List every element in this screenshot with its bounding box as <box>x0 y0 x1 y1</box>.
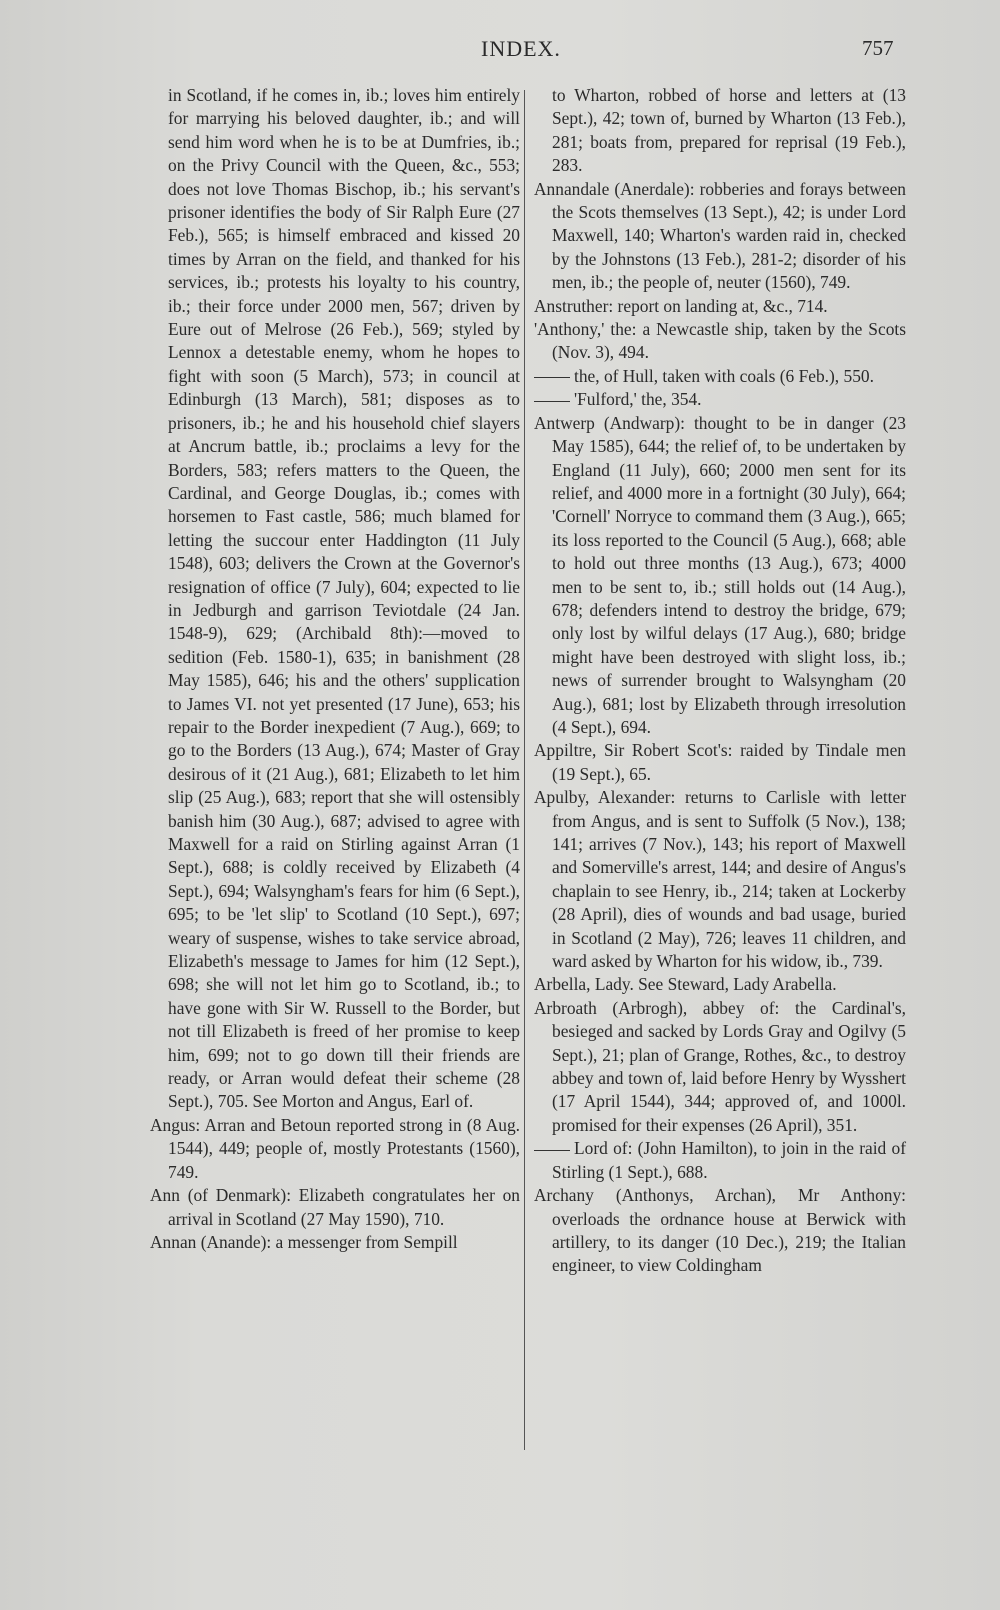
repeat-dash <box>534 401 570 402</box>
index-entry-arbella: Arbella, Lady. See Steward, Lady Arabella. <box>534 974 837 995</box>
right-column <box>534 84 906 1278</box>
index-subentry-fulford <box>534 388 906 411</box>
index-entry-anstruther: Anstruther: report on landing at, &c., 714. <box>534 295 828 316</box>
index-entry-arbroath: Arbroath (Arbrogh), abbey of: the Cardinal's, besieged and sacked by Lords Gray and Ogilvy (5 Sept.), 21; plan of Grange, Rothes, &c., to destroy abbey and town of, laid before Henry by Wysshert (17 April 1544), 344; approved of, and 1000l. promised for their expenses (26 April), 351. <box>534 997 906 1135</box>
index-subentry-anthony-hull <box>534 365 906 388</box>
left-column <box>150 84 520 1254</box>
index-entry-annan: Annan (Anande): a messenger from Sempill <box>150 1231 458 1252</box>
index-entry-apulby: Apulby, Alexander: returns to Carlisle with letter from Angus, and is sent to Suffolk (5 Nov.), 138; 141; arrives (7 Nov.), 143; his report of Maxwell and Somerville's arrest, 144; and desire of Angus's chaplain to see Henry, ib., 214; taken at Lockerby (28 April), dies of wounds and bad usage, buried in Scotland (2 May), 726; leaves 11 children, and ward asked by Wharton for his widow, ib., 739. <box>534 787 906 972</box>
column-divider <box>524 90 525 1450</box>
index-entry-anthony: 'Anthony,' the: a Newcastle ship, taken by the Scots (Nov. 3), 494. <box>534 319 906 363</box>
index-entry-annandale: Annandale (Anerdale): robberies and forays between the Scots themselves (13 Sept.), 42; is under Lord Maxwell, 140; Wharton's warden raid in, checked by the Johnstons (13 Feb.), 281-2; disorder of his men, ib.; the people of, neuter (1560), 749. <box>534 178 906 293</box>
repeat-dash <box>534 377 570 378</box>
page-title: INDEX. <box>481 36 561 61</box>
index-entry-appiltre: Appiltre, Sir Robert Scot's: raided by Tindale men (19 Sept.), 65. <box>534 740 906 784</box>
subentry-text: 'Fulford,' the, 354. <box>574 389 702 410</box>
running-header <box>0 36 1000 66</box>
index-entry-antwerp: Antwerp (Andwarp): thought to be in danger (23 May 1585), 644; the relief of, to be undertaken by England (11 July), 660; 2000 men sent for its relief, and 4000 more in a fortnight (30 July), 664; 'Cornell' Norryce to command them (3 Aug.), 665; its loss reported to the Council (5 Aug.), 668; able to hold out three months (13 Aug.), 673; 4000 men to be sent to, ib.; still holds out (14 Aug.), 678; defenders intend to destroy the bridge, 679; only lost by wilful delays (17 Aug.), 680; bridge might have been destroyed with slight loss, ib.; news of surrender brought to Walsyngham (20 Aug.), 681; lost by Elizabeth through irresolution (4 Sept.), 694. <box>534 412 906 737</box>
entry-continuation: in Scotland, if he comes in, ib.; loves him entirely for marrying his beloved daughter, ib.; and will send him word when he is to be at Dumfries, ib.; on the Privy Council with the Queen, &c., 553; does not love Thomas Bischop, ib.; his servant's prisoner identifies the body of Sir Ralph Eure (27 Feb.), 565; is himself embraced and kissed 20 times by Arran on the field, and thanked for his services, ib.; protests his loyalty to his country, ib.; their force under 2000 men, 567; driven by Eure out of Melrose (26 Feb.), 569; styled by Lennox a detestable enemy, whom he hopes to fight with soon (5 March), 573; in council at Edinburgh (13 March), 581; disposes as to prisoners, ib.; he and his household chief slayers at Ancrum battle, ib.; proclaims a levy for the Borders, 583; refers matters to the Queen, the Cardinal, and George Douglas, ib.; comes with horsemen to Fast castle, 586; much blamed for letting the succour enter Haddington (11 July 1548), 603; delivers the Crown at the Governor's resignation of office (7 July), 604; expected to lie in Jedburgh and garrison Teviotdale (24 Jan. 1548-9), 629; (Archibald 8th):—moved to sedition (Feb. 1580-1), 635; in banishment (28 May 1585), 646; his and the others' supplication to James VI. not yet presented (17 June), 653; his repair to the Border inexpedient (7 Aug.), 669; to go to the Borders (13 Aug.), 674; Master of Gray desirous of it (21 Aug.), 681; Elizabeth to let him slip (25 Aug.), 683; report that she will ostensibly banish him (30 Aug.), 687; advised to agree with Maxwell for a raid on Stirling against Arran (1 Sept.), 688; is coldly received by Elizabeth (4 Sept.), 694; Walsyngham's fears for him (6 Sept.), 695; to be 'let slip' to Scotland (10 Sept.), 697; weary of suspense, wishes to take service abroad, Elizabeth's message to James for him (12 Sept.), 698; she will not let him go to Scotland, ib.; to have gone with Sir W. Russell to the Border, but not till Elizabeth is freed of her promise to keep him, 699; not to go down till their friends are ready, or Arran would defeat their scheme (28 Sept.), 705. See Morton and Angus, Earl of. <box>168 85 520 1112</box>
index-entry-angus: Angus: Arran and Betoun reported strong in (8 Aug. 1544), 449; people of, mostly Protestants (1560), 749. <box>150 1114 520 1182</box>
subentry-text: Lord of: (John Hamilton), to join in the raid of Stirling (1 Sept.), 688. <box>552 1138 906 1182</box>
repeat-dash <box>534 1150 570 1151</box>
index-subentry-lord-of-arbroath <box>534 1137 906 1184</box>
index-entry-ann: Ann (of Denmark): Elizabeth congratulates her on arrival in Scotland (27 May 1590), 710. <box>150 1185 520 1229</box>
subentry-text: the, of Hull, taken with coals (6 Feb.), 550. <box>574 365 874 386</box>
page-number: 757 <box>862 36 894 60</box>
entry-continuation: to Wharton, robbed of horse and letters at (13 Sept.), 42; town of, burned by Wharton (13 Feb.), 281; boats from, prepared for reprisal (19 Feb.), 283. <box>552 85 906 176</box>
index-entry-archany: Archany (Anthonys, Archan), Mr Anthony: overloads the ordnance house at Berwick with artillery, to its danger (10 Dec.), 219; the Italian engineer, to view Coldingham <box>534 1185 906 1276</box>
